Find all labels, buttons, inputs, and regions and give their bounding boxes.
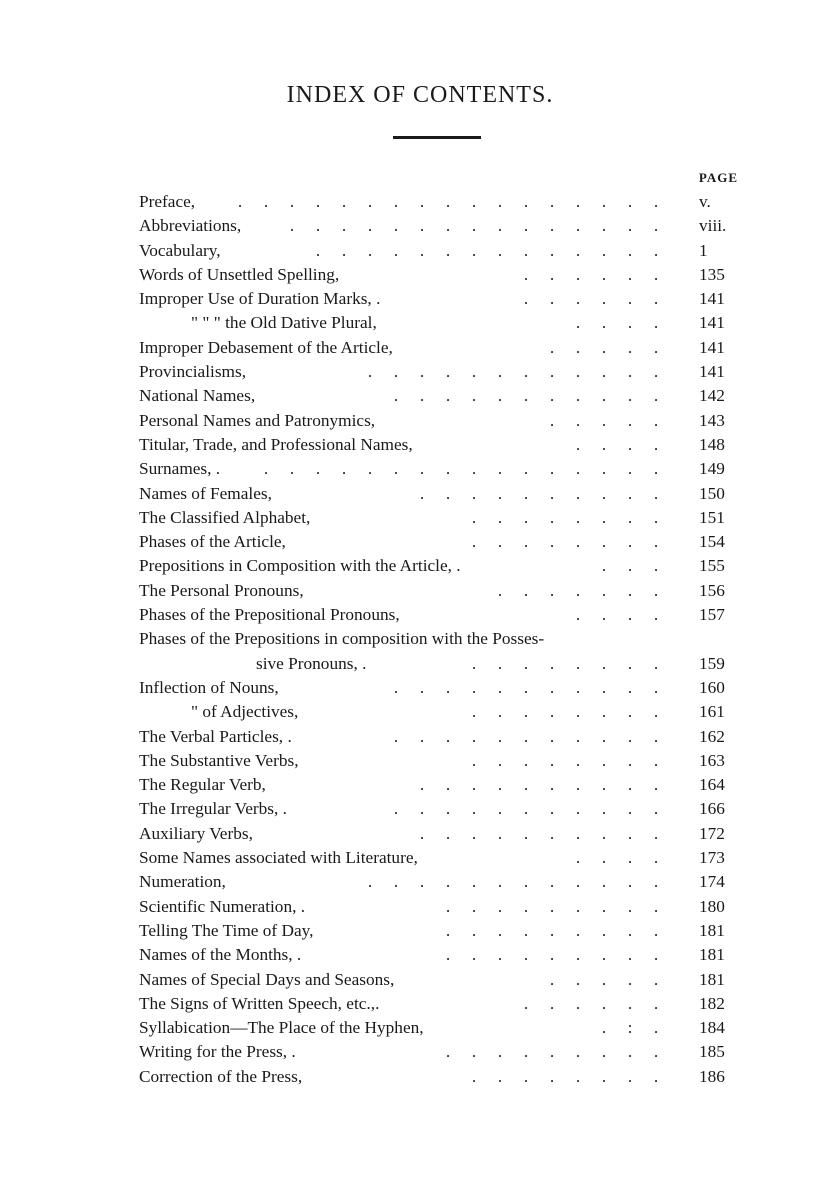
toc-entry[interactable] xyxy=(139,311,739,335)
toc-entry-page: 1 xyxy=(699,240,708,260)
toc-entry[interactable] xyxy=(139,652,739,676)
toc-entry-label: Improper Use of Duration Marks, . xyxy=(139,289,381,309)
toc-entry[interactable] xyxy=(139,895,739,919)
toc-entry[interactable] xyxy=(139,992,739,1016)
leader-dots: . . . . . . . . . . xyxy=(419,483,659,503)
toc-entry-label: Provincialisms, xyxy=(139,362,247,382)
toc-entry-label: Preface, xyxy=(139,192,196,211)
toc-entry-page: 141 xyxy=(699,289,725,309)
leader-dots: . . . . . . . . . . xyxy=(419,775,659,795)
leader-dots: . . . . . . . . . xyxy=(445,920,659,940)
toc-entry-page: 181 xyxy=(699,969,725,989)
toc-entry[interactable] xyxy=(139,287,739,311)
toc-entry-label: The Signs of Written Speech, etc.,. xyxy=(139,993,380,1013)
toc-entry-label: Surnames, . xyxy=(139,459,221,479)
toc-entry-label: " " " the Old Dative Plural, xyxy=(191,313,377,333)
toc-entry-label: Improper Debasement of the Article, xyxy=(139,337,393,357)
toc-entry[interactable] xyxy=(139,749,739,773)
toc-entry[interactable] xyxy=(139,797,739,821)
toc-entry[interactable] xyxy=(139,409,739,433)
toc-entry[interactable] xyxy=(139,190,739,214)
toc-entry-label: Phases of the Article, xyxy=(139,532,286,552)
toc-entry-page: 135 xyxy=(699,264,725,284)
leader-dots: . . . . . . . . . . . . . . . xyxy=(289,216,659,236)
toc-entry[interactable] xyxy=(139,773,739,797)
toc-entry-page: 162 xyxy=(699,726,725,746)
toc-entry-page: v. xyxy=(699,192,711,211)
toc-entry-page: 141 xyxy=(699,313,725,333)
toc-entry-label: The Regular Verb, xyxy=(139,775,266,795)
leader-dots: . . . . . . . . . . . xyxy=(393,386,659,406)
toc-entry-label: Names of Special Days and Seasons, xyxy=(139,969,395,989)
toc-entry-page: 154 xyxy=(699,532,725,552)
toc-entry-page: 141 xyxy=(699,337,725,357)
title-divider xyxy=(393,136,481,139)
leader-dots: . . . . . xyxy=(549,969,659,989)
toc-entry-label: Phases of the Prepositions in composition with the Posses- xyxy=(139,629,545,649)
toc-entry-page: 142 xyxy=(699,386,725,406)
toc-entry[interactable] xyxy=(139,263,739,287)
leader-dots: . . . . xyxy=(575,434,659,454)
page-title: INDEX OF CONTENTS. xyxy=(286,82,554,108)
toc-entry-page: 149 xyxy=(699,459,725,479)
toc-entry-label: The Personal Pronouns, xyxy=(139,580,304,600)
toc-entry-page: 166 xyxy=(699,799,725,819)
toc-entry-page: 159 xyxy=(699,653,725,673)
leader-dots: . . . . . . . . . . . . . . . . xyxy=(263,459,659,479)
toc-entry[interactable] xyxy=(139,457,739,481)
toc-entry-label: Personal Names and Patronymics, xyxy=(139,410,376,430)
leader-dots: . . . . . . . . xyxy=(471,750,659,770)
toc-entry-label: Scientific Numeration, . xyxy=(139,896,306,916)
toc-entry-label: Inflection of Nouns, xyxy=(139,677,279,697)
toc-entry-page: 160 xyxy=(699,677,725,697)
toc-entry[interactable] xyxy=(139,725,739,749)
toc-entry-page: 174 xyxy=(699,872,725,892)
toc-entry-label: Some Names associated with Literature, xyxy=(139,848,418,868)
leader-dots: . . . . . . . . . xyxy=(445,945,659,965)
leader-dots: . . . . . . . . xyxy=(471,507,659,527)
toc-entry-label: Correction of the Press, xyxy=(139,1066,303,1086)
leader-dots: . . . . . xyxy=(549,337,659,357)
toc-entry[interactable] xyxy=(139,1016,739,1040)
toc-entry-label: The Irregular Verbs, . xyxy=(139,799,287,819)
page-column-header: PAGE xyxy=(698,170,738,185)
toc-entry[interactable] xyxy=(139,676,739,700)
leader-dots: . . . . . . . . xyxy=(471,532,659,552)
leader-dots: . : . xyxy=(601,1018,659,1038)
toc-entry-page: 180 xyxy=(699,896,725,916)
leader-dots: . . . xyxy=(601,556,659,576)
toc-entry-label: Names of Females, xyxy=(139,483,272,503)
toc-entry-page: 181 xyxy=(699,920,725,940)
toc-entry-page: 141 xyxy=(699,362,725,382)
leader-dots: . . . . xyxy=(575,313,659,333)
contents-list xyxy=(139,190,739,1089)
toc-entry-page: 172 xyxy=(699,823,725,843)
toc-entry-page: 184 xyxy=(699,1018,725,1038)
toc-entry-page: 164 xyxy=(699,775,725,795)
leader-dots: . . . . . . . . xyxy=(471,653,659,673)
toc-entry-label: The Classified Alphabet, xyxy=(139,507,311,527)
toc-entry-page: 156 xyxy=(699,580,725,600)
leader-dots: . . . . . . . . xyxy=(471,702,659,722)
toc-entry[interactable] xyxy=(139,482,739,506)
leader-dots: . . . . . . . . . . . . xyxy=(367,872,659,892)
toc-entry-page: 157 xyxy=(699,605,725,625)
toc-entry[interactable] xyxy=(139,943,739,967)
toc-entry-page: 163 xyxy=(699,750,725,770)
leader-dots: . . . . . . . . . . . . . . . . . xyxy=(237,192,659,211)
toc-entry[interactable] xyxy=(139,360,739,384)
toc-entry-label: " of Adjectives, xyxy=(191,702,299,722)
toc-entry-label: The Verbal Particles, . xyxy=(139,726,292,746)
toc-entry[interactable] xyxy=(139,506,739,530)
toc-entry-label: The Substantive Verbs, xyxy=(139,750,299,770)
toc-entry-label: Abbreviations, xyxy=(139,216,242,236)
toc-entry[interactable] xyxy=(139,603,739,627)
leader-dots: . . . . . . xyxy=(523,993,659,1013)
toc-entry[interactable] xyxy=(139,239,739,263)
toc-entry-label: Words of Unsettled Spelling, xyxy=(139,264,340,284)
toc-entry-page: viii. xyxy=(699,216,727,236)
leader-dots: . . . . xyxy=(575,605,659,625)
toc-entry[interactable] xyxy=(139,530,739,554)
toc-entry-page: 185 xyxy=(699,1042,725,1062)
leader-dots: . . . . . . . . . . . . . . xyxy=(315,240,659,260)
toc-entry-label: Numeration, xyxy=(139,872,226,892)
toc-entry-label: sive Pronouns, . xyxy=(256,653,367,673)
toc-entry-label: Phases of the Prepositional Pronouns, xyxy=(139,605,400,625)
toc-entry-page: 182 xyxy=(699,993,725,1013)
leader-dots: . . . . . . xyxy=(523,264,659,284)
toc-entry-label: Telling The Time of Day, xyxy=(139,920,314,940)
leader-dots: . . . . . . . . . . . xyxy=(393,799,659,819)
toc-entry-label: Writing for the Press, . xyxy=(139,1042,296,1062)
toc-entry-page: 161 xyxy=(699,702,725,722)
toc-entry[interactable] xyxy=(139,384,739,408)
toc-entry[interactable] xyxy=(139,1065,739,1089)
leader-dots: . . . . . . . . . . . . xyxy=(367,362,659,382)
leader-dots: . . . . . xyxy=(549,410,659,430)
toc-entry-label: Syllabication—The Place of the Hyphen, xyxy=(139,1018,424,1038)
leader-dots: . . . . . . . . . xyxy=(445,896,659,916)
toc-entry[interactable] xyxy=(139,579,739,603)
toc-entry[interactable] xyxy=(139,846,739,870)
toc-entry-label: Prepositions in Composition with the Article, . xyxy=(139,556,461,576)
leader-dots: . . . . . . . xyxy=(497,580,659,600)
toc-entry-label: National Names, xyxy=(139,386,256,406)
leader-dots: . . . . . . . . . . . xyxy=(393,677,659,697)
toc-entry-page: 148 xyxy=(699,434,725,454)
toc-entry-page: 186 xyxy=(699,1066,725,1086)
toc-entry-label: Auxiliary Verbs, xyxy=(139,823,253,843)
toc-entry[interactable] xyxy=(139,919,739,943)
toc-entry-page: 150 xyxy=(699,483,725,503)
toc-entry[interactable] xyxy=(139,214,739,238)
toc-entry-page: 181 xyxy=(699,945,725,965)
toc-entry-label: Names of the Months, . xyxy=(139,945,302,965)
toc-entry[interactable] xyxy=(139,336,739,360)
leader-dots: . . . . xyxy=(575,848,659,868)
toc-entry-page: 143 xyxy=(699,410,725,430)
leader-dots: . . . . . . . . xyxy=(471,1066,659,1086)
leader-dots: . . . . . . . . . . . xyxy=(393,726,659,746)
leader-dots: . . . . . . xyxy=(523,289,659,309)
toc-entry[interactable] xyxy=(139,554,739,578)
leader-dots: . . . . . . . . . . xyxy=(419,823,659,843)
toc-entry[interactable] xyxy=(139,822,739,846)
leader-dots: . . . . . . . . . xyxy=(445,1042,659,1062)
toc-entry[interactable] xyxy=(139,700,739,724)
toc-entry-page: 151 xyxy=(699,507,725,527)
toc-entry[interactable] xyxy=(139,968,739,992)
toc-entry[interactable] xyxy=(139,870,739,894)
toc-entry[interactable] xyxy=(139,433,739,457)
toc-entry[interactable] xyxy=(139,627,739,651)
toc-entry[interactable] xyxy=(139,1040,739,1064)
toc-entry-page: 155 xyxy=(699,556,725,576)
toc-entry-label: Vocabulary, xyxy=(139,240,221,260)
toc-entry-label: Titular, Trade, and Professional Names, xyxy=(139,434,413,454)
toc-entry-page: 173 xyxy=(699,848,725,868)
